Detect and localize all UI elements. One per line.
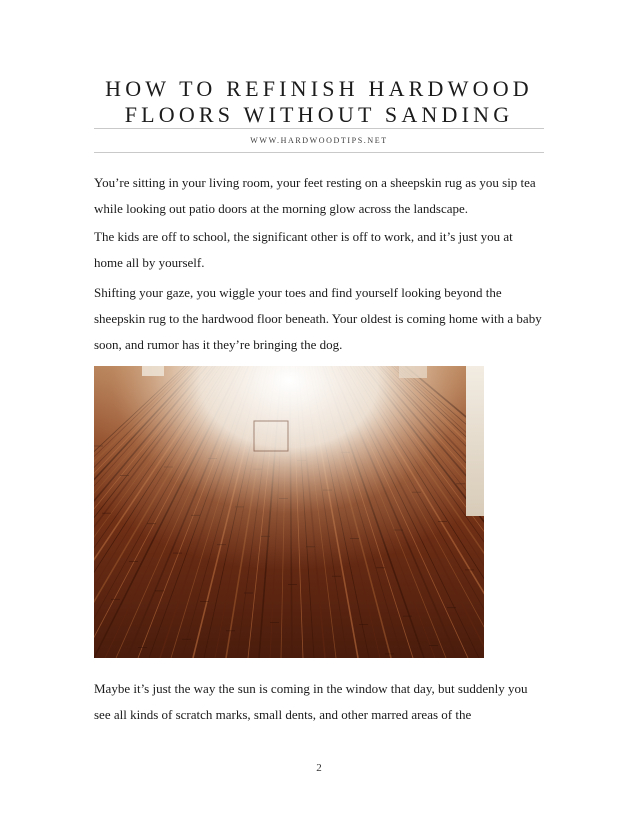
website-url: WWW.HARDWOODTIPS.NET	[250, 136, 388, 145]
paragraph-4: Maybe it’s just the way the sun is coming in the window that day, but suddenly you see all kinds of scratch marks, small dents, and other marred areas of the	[94, 681, 528, 722]
hardwood-floor-photo	[94, 366, 484, 658]
document-title	[94, 76, 544, 128]
paragraph-3: Shifting your gaze, you wiggle your toes and find yourself looking beyond the sheepskin rug to the hardwood floor beneath. Your oldest is coming home with a baby soon, and rumor has it they’re bringing the dog.	[94, 285, 542, 352]
paragraph-1: You’re sitting in your living room, your feet resting on a sheepskin rug as you sip tea while looking out patio doors at the morning glow across the landscape.	[94, 175, 536, 216]
title-line-1: HOW TO REFINISH HARDWOOD	[105, 76, 533, 101]
paragraph-2: The kids are off to school, the significant other is off to work, and it’s just you at home all by yourself.	[94, 229, 513, 270]
title-line-2: FLOORS WITHOUT SANDING	[124, 102, 514, 127]
hardwood-floor-illustration	[94, 366, 484, 658]
page-number: 2	[316, 762, 322, 774]
header-rule-bottom	[94, 152, 544, 153]
header-rule-top	[94, 128, 544, 129]
